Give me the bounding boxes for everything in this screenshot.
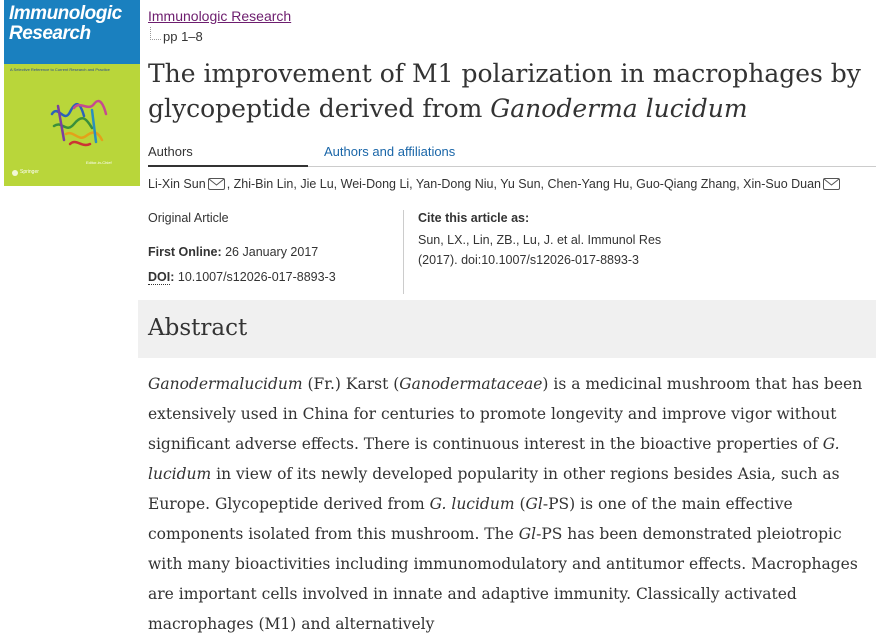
article-title xyxy=(148,56,868,126)
meta-divider xyxy=(403,210,404,294)
article-type: Original Article xyxy=(148,211,229,225)
doi-value: 10.1007/s12026-017-8893-3 xyxy=(177,270,336,284)
author-tabs xyxy=(148,141,876,167)
citation-text: Sun, LX., Lin, ZB., Lu, J. et al. Immunol Res (2017). doi:10.1007/s12026-017-8893-3 xyxy=(418,233,662,267)
cover-tagline: A Selective Reference to Current Research and Practice xyxy=(10,67,110,72)
first-online-date: 26 January 2017 xyxy=(225,245,319,259)
author-list xyxy=(148,177,842,191)
article-title-text: The improvement of M1 polarization in macrophages by glycopeptide derived from xyxy=(148,59,861,123)
abstract-text: Ganodermalucidum (Fr.) Karst (Ganodermataceae) is a medicinal mushroom that has been extensively used in China for centuries to promote longevity and improve vigor without significant adverse effects. There is continuous interest in the bioactive properties of G. lucidum in view of its newly developed popularity in other regions besides Asia, such as Europe. Glycopeptide derived from G. lucidum (Gl-PS) is one of the main effective components isolated from this mushroom. The Gl-PS has been demonstrated pleiotropic with many bioactivities including immunomodulatory and antitumor effects. Macrophages are important cells involved in innate and adaptive immunity. Classically activated macrophages (M1) and alternatively xyxy=(148,375,863,633)
tab-authors[interactable]: Authors xyxy=(148,144,308,167)
pages-tree-connector xyxy=(150,27,161,40)
cover-title xyxy=(9,4,122,44)
email-icon[interactable] xyxy=(208,178,225,190)
article-title-species: Ganoderma lucidum xyxy=(490,94,748,123)
springer-logo-icon xyxy=(12,170,18,176)
first-online xyxy=(148,245,318,259)
journal-link[interactable]: Immunologic Research xyxy=(148,8,292,24)
cover-title-line2: Research xyxy=(9,23,91,44)
cover-title-line1: Immunologic xyxy=(9,3,122,24)
doi-label[interactable]: DOI xyxy=(148,270,171,284)
cover-editors: Editor-in-Chief xyxy=(86,160,112,165)
journal-cover-image[interactable] xyxy=(4,0,140,186)
abstract-heading: Abstract xyxy=(148,315,248,341)
cite-label: Cite this article as: xyxy=(418,211,530,225)
cover-protein-illustration xyxy=(44,94,114,152)
email-icon[interactable] xyxy=(823,178,840,190)
tab-authors-and-affiliations[interactable]: Authors and affiliations xyxy=(324,144,456,159)
author-names[interactable]: , Zhi-Bin Lin, Jie Lu, Wei-Dong Li, Yan-Dong Niu, Yu Sun, Chen-Yang Hu, Guo-Qiang Zhang, Xin-Suo Duan xyxy=(226,177,822,191)
abstract-header xyxy=(138,300,876,358)
author-link[interactable]: Li-Xin Sun xyxy=(148,177,206,191)
doi: DOI: 10.1007/s12026-017-8893-3 xyxy=(148,270,336,284)
page-range: pp 1–8 xyxy=(163,29,203,44)
cover-publisher: Springer xyxy=(20,169,39,175)
first-online-label: First Online: xyxy=(148,245,222,259)
